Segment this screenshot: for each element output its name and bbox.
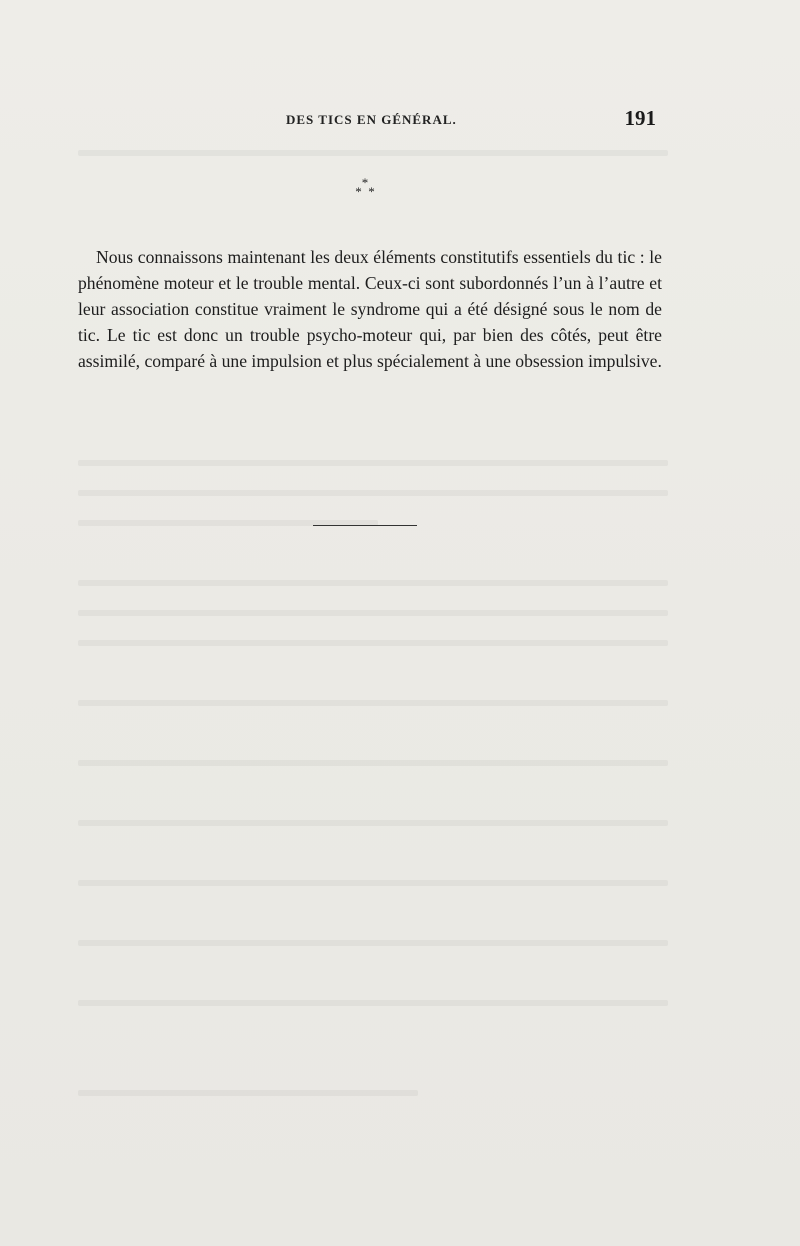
bleed-through: [78, 150, 668, 156]
asterism-top: *: [361, 175, 369, 190]
page-number: 191: [624, 106, 656, 130]
section-rule: [313, 525, 417, 526]
bleed-through: [78, 490, 668, 496]
body-paragraph: Nous connaissons maintenant les deux éléments constitutifs essentiels du tic : le phénomène moteur et le trouble mental. Ceux-ci sont subordonnés l’un à l’autre et leur association constitue vraiment le syndrome qui a été désigné sous le nom de tic. Le tic est donc un trouble psycho-moteur qui, par bien des côtés, peut être assimilé, comparé à une impulsion et plus spécialement à une obsession impulsive.: [78, 247, 662, 372]
bleed-through: [78, 460, 668, 466]
bleed-through: [78, 580, 668, 586]
bleed-through: [78, 1000, 668, 1006]
bleed-through: [78, 760, 668, 766]
bleed-through: [78, 940, 668, 946]
running-title: DES TICS EN GÉNÉRAL.: [286, 112, 457, 127]
asterism-bottom: * *: [355, 184, 375, 199]
bleed-through: [78, 820, 668, 826]
bleed-through: [78, 1090, 418, 1096]
bleed-through: [78, 880, 668, 886]
page-header: [78, 106, 658, 136]
bleed-through: [78, 640, 668, 646]
section-ornament: [340, 175, 390, 199]
bleed-through: [78, 700, 668, 706]
bleed-through: [78, 610, 668, 616]
